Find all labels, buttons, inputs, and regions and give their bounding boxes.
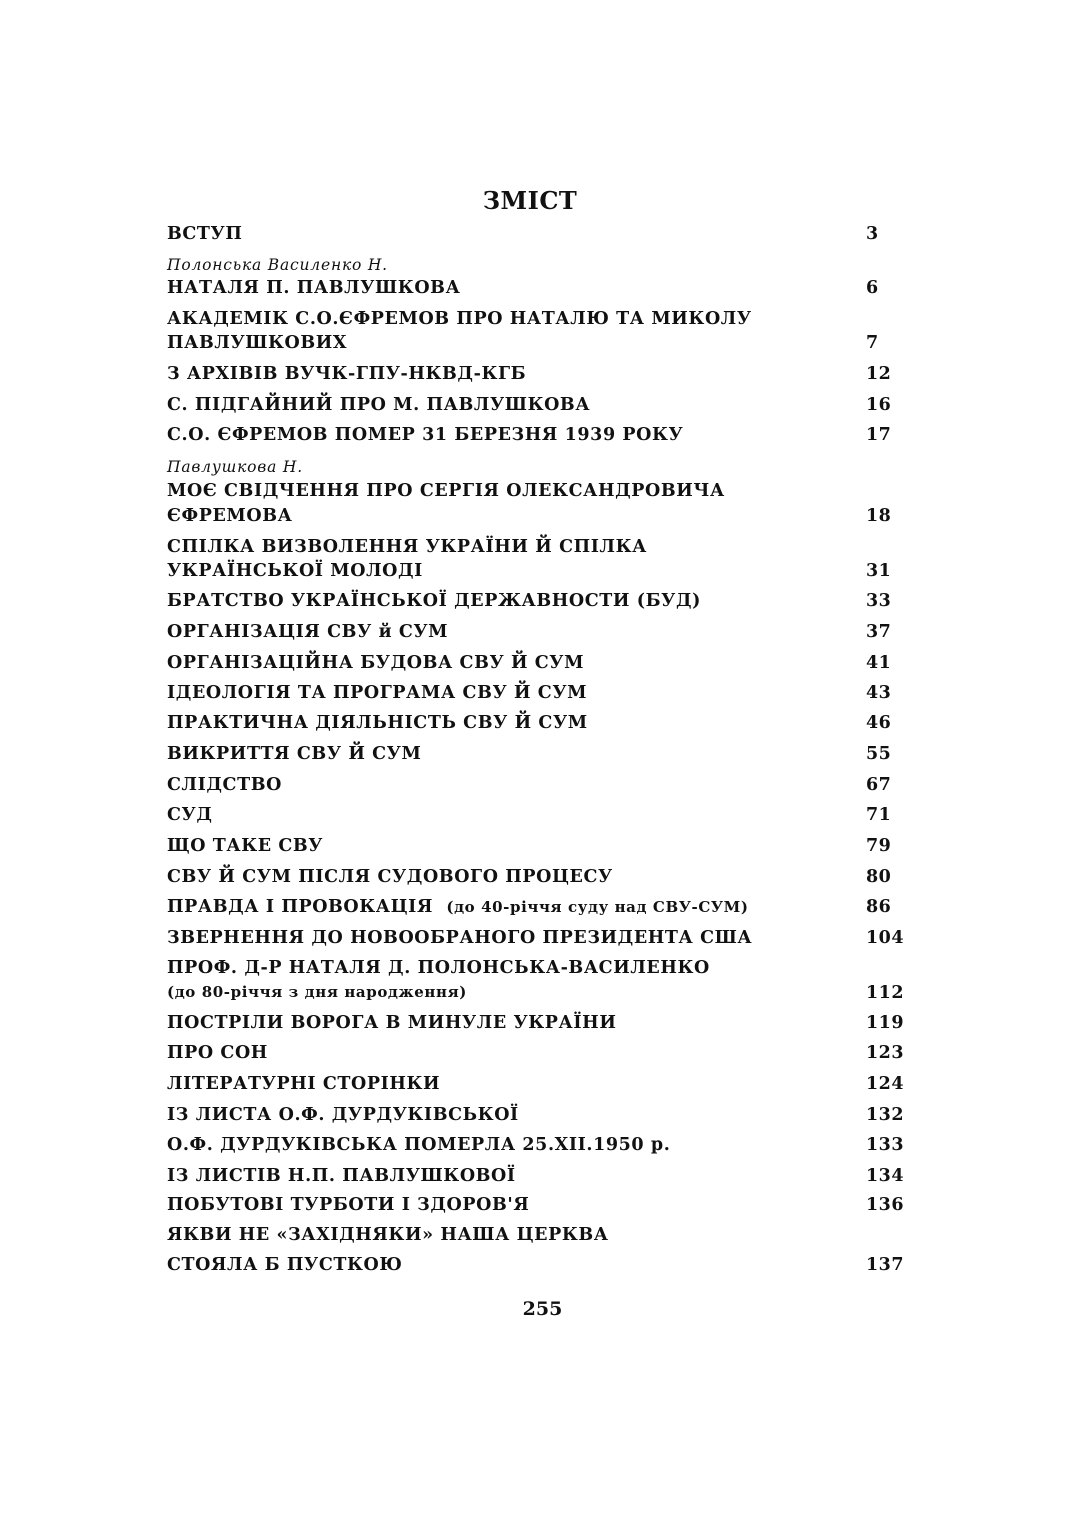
toc-entry-page: 132 [866, 1105, 905, 1125]
toc-entry-title: ЗВЕРНЕННЯ ДО НОВООБРАНОГО ПРЕЗИДЕНТА США [167, 928, 753, 948]
toc-entry-title: ЩО ТАКЕ СВУ [167, 836, 324, 856]
toc-entry-title-continued: ПАВЛУШКОВИХ [167, 333, 348, 353]
toc-entry-title: СПІЛКА ВИЗВОЛЕННЯ УКРАЇНИ Й СПІЛКА [167, 537, 647, 557]
toc-entry-title: ІЗ ЛИСТІВ Н.П. ПАВЛУШКОВОЇ [167, 1166, 516, 1186]
toc-entry-page: 46 [866, 713, 892, 733]
toc-entry-title: НАТАЛЯ П. ПАВЛУШКОВА [167, 278, 461, 298]
toc-entry-title-text: ПРАВДА І ПРОВОКАЦІЯ [167, 897, 433, 917]
toc-entry-page: 112 [866, 983, 905, 1003]
toc-entry-title-continued: УКРАЇНСЬКОЇ МОЛОДІ [167, 561, 423, 581]
toc-entry-title [167, 897, 749, 917]
toc-entry-author: Павлушкова Н. [167, 458, 303, 476]
toc-entry-title-continued: СТОЯЛА Б ПУСТКОЮ [167, 1255, 403, 1275]
toc-entry-page: 12 [866, 364, 892, 384]
toc-entry-title: З АРХІВІВ ВУЧК-ГПУ-НКВД-КГБ [167, 364, 527, 384]
toc-entry-title: МОЄ СВІДЧЕННЯ ПРО СЕРГІЯ ОЛЕКСАНДРОВИЧА [167, 481, 725, 501]
toc-entry-title: ПРО СОН [167, 1043, 268, 1063]
toc-entry-page: 104 [866, 928, 905, 948]
toc-entry-title: ОРГАНІЗАЦІЙНА БУДОВА СВУ Й СУМ [167, 653, 585, 673]
toc-entry-title: ПРОФ. Д-Р НАТАЛЯ Д. ПОЛОНСЬКА-ВАСИЛЕНКО [167, 958, 710, 978]
toc-entry-author: Полонська Василенко Н. [167, 256, 388, 274]
toc-entry-title: БРАТСТВО УКРАЇНСЬКОЇ ДЕРЖАВНОСТИ (БУД) [167, 591, 702, 611]
toc-entry-page: 33 [866, 591, 892, 611]
toc-entry-title: ІДЕОЛОГІЯ ТА ПРОГРАМА СВУ Й СУМ [167, 683, 588, 703]
toc-entry-page: 86 [866, 897, 892, 917]
toc-entry-title: ПОБУТОВІ ТУРБОТИ І ЗДОРОВ'Я [167, 1195, 530, 1215]
toc-entry-page: 7 [866, 333, 879, 353]
toc-entry-title-continued: ЄФРЕМОВА [167, 506, 293, 526]
toc-entry-page: 134 [866, 1166, 905, 1186]
page-title: ЗМІСТ [482, 186, 578, 215]
toc-entry-page: 80 [866, 867, 892, 887]
toc-entry-page: 137 [866, 1255, 905, 1275]
toc-entry-page: 55 [866, 744, 892, 764]
page-number: 255 [522, 1298, 563, 1320]
toc-entry-title: ЛІТЕРАТУРНІ СТОРІНКИ [167, 1074, 441, 1094]
toc-entry-page: 124 [866, 1074, 905, 1094]
toc-entry-title: СВУ Й СУМ ПІСЛЯ СУДОВОГО ПРОЦЕСУ [167, 867, 613, 887]
toc-entry-page: 3 [866, 224, 879, 244]
toc-entry-title: ПРАКТИЧНА ДІЯЛЬНІСТЬ СВУ Й СУМ [167, 713, 588, 733]
toc-entry-page: 136 [866, 1195, 905, 1215]
toc-entry-title: АКАДЕМІК С.О.ЄФРЕМОВ ПРО НАТАЛЮ ТА МИКОЛУ [167, 309, 752, 329]
toc-entry-title: О.Ф. ДУРДУКІВСЬКА ПОМЕРЛА 25.XII.1950 р. [167, 1135, 671, 1155]
toc-entry-page: 43 [866, 683, 892, 703]
toc-entry-title: ВСТУП [167, 224, 243, 244]
toc-entry-page: 41 [866, 653, 892, 673]
toc-entry-page: 6 [866, 278, 879, 298]
toc-entry-title: СЛІДСТВО [167, 775, 282, 795]
toc-entry-note: (до 40-річчя суду над СВУ-СУМ) [446, 898, 749, 916]
toc-entry-title: С. ПІДГАЙНИЙ ПРО М. ПАВЛУШКОВА [167, 395, 591, 415]
toc-entry-page: 133 [866, 1135, 905, 1155]
toc-entry-note: (до 80-річчя з дня народження) [167, 983, 467, 1001]
toc-entry-title: ПОСТРІЛИ ВОРОГА В МИНУЛЕ УКРАЇНИ [167, 1013, 617, 1033]
toc-entry-page: 18 [866, 506, 892, 526]
toc-entry-page: 67 [866, 775, 892, 795]
toc-entry-title: СУД [167, 805, 213, 825]
toc-entry-title: ЯКВИ НЕ «ЗАХІДНЯКИ» НАША ЦЕРКВА [167, 1225, 609, 1245]
toc-entry-title: С.О. ЄФРЕМОВ ПОМЕР 31 БЕРЕЗНЯ 1939 РОКУ [167, 425, 684, 445]
toc-entry-page: 71 [866, 805, 892, 825]
toc-entry-page: 37 [866, 622, 892, 642]
toc-entry-title: ІЗ ЛИСТА О.Ф. ДУРДУКІВСЬКОЇ [167, 1105, 519, 1125]
toc-entry-page: 123 [866, 1043, 905, 1063]
toc-entry-page: 16 [866, 395, 892, 415]
toc-entry-title: ВИКРИТТЯ СВУ Й СУМ [167, 744, 422, 764]
toc-entry-page: 79 [866, 836, 892, 856]
toc-entry-page: 119 [866, 1013, 905, 1033]
toc-entry-page: 17 [866, 425, 892, 445]
toc-entry-title: ОРГАНІЗАЦІЯ СВУ й СУМ [167, 622, 449, 642]
toc-entry-page: 31 [866, 561, 892, 581]
